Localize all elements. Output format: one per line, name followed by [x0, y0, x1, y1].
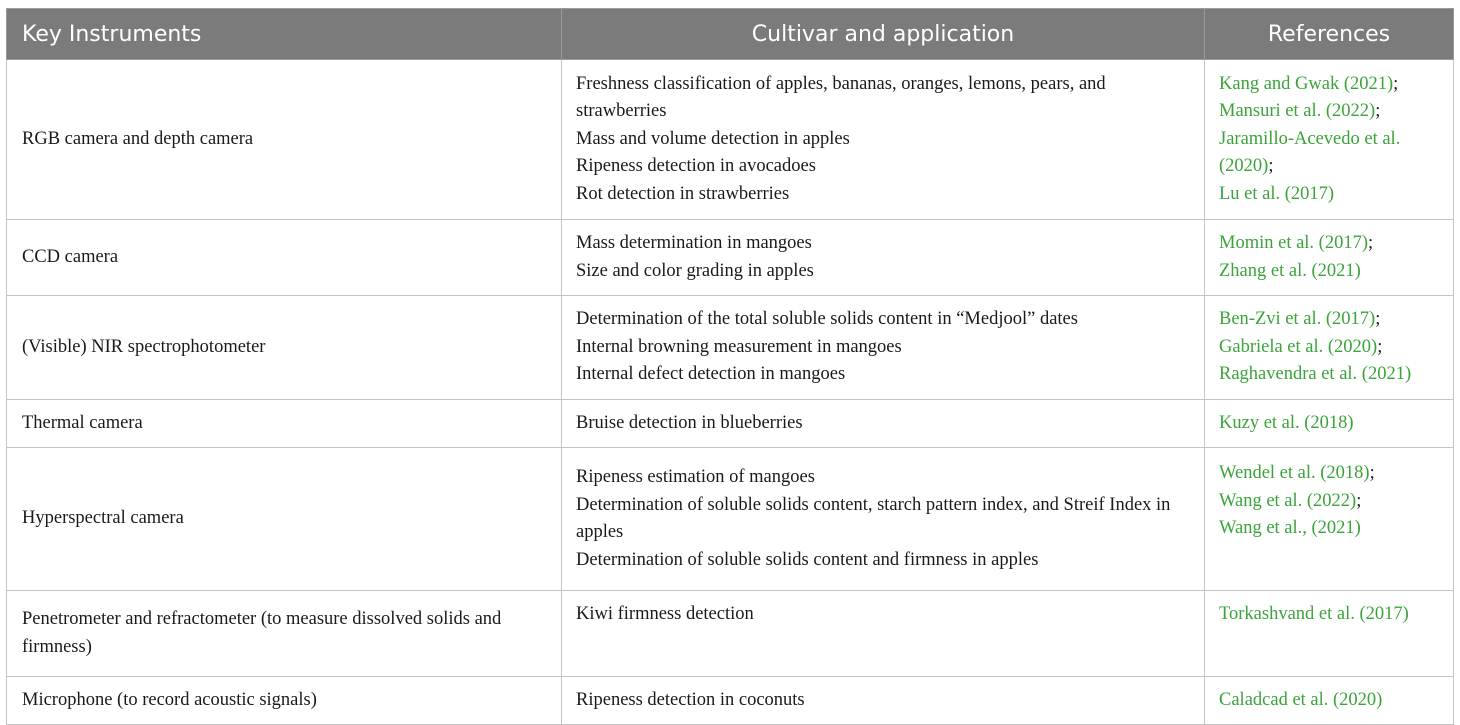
- application-item: Determination of the total soluble solids content in “Medjool” dates: [576, 309, 1078, 330]
- application-cell: [562, 60, 1205, 220]
- reference-link[interactable]: Kang and Gwak (2021): [1219, 73, 1394, 94]
- reference-separator: ;: [1375, 101, 1381, 122]
- application-item: Mass determination in mangoes: [576, 233, 812, 253]
- header-references: References: [1205, 9, 1454, 60]
- reference-link[interactable]: Lu et al. (2017): [1219, 183, 1335, 204]
- application-item: Size and color grading in apples: [576, 260, 814, 281]
- instruments-table: [6, 8, 1454, 725]
- reference-link[interactable]: Kuzy et al. (2018): [1219, 412, 1354, 433]
- application-item: Determination of soluble solids content, starch pattern index, and Streif Index in apples: [576, 494, 1171, 542]
- instrument-cell: RGB camera and depth camera: [7, 60, 562, 220]
- table-header-row: [7, 9, 1454, 60]
- application-cell: [562, 296, 1205, 400]
- header-cultivar-application: Cultivar and application: [562, 9, 1205, 60]
- instrument-cell: Microphone (to record acoustic signals): [7, 677, 562, 725]
- reference-link[interactable]: Caladcad et al. (2020): [1219, 689, 1383, 710]
- reference-link[interactable]: Momin et al. (2017): [1219, 233, 1369, 253]
- application-item: Bruise detection in blueberries: [576, 412, 803, 433]
- application-item: Rot detection in strawberries: [576, 183, 790, 204]
- reference-link[interactable]: Mansuri et al. (2022): [1219, 101, 1376, 122]
- reference-link[interactable]: Wang et al. (2022): [1219, 490, 1357, 511]
- instrument-cell: Hyperspectral camera: [7, 448, 562, 591]
- application-item: Internal defect detection in mangoes: [576, 364, 846, 385]
- reference-separator: ;: [1268, 156, 1274, 177]
- application-cell: [562, 400, 1205, 448]
- application-item: Ripeness detection in avocadoes: [576, 156, 816, 177]
- table-row: [7, 677, 1454, 725]
- application-item: Ripeness detection in coconuts: [576, 689, 805, 710]
- reference-separator: ;: [1377, 336, 1383, 357]
- application-cell: [562, 220, 1205, 296]
- application-item: Ripeness estimation of mangoes: [576, 467, 815, 487]
- header-key-instruments: Key Instruments: [7, 9, 562, 60]
- reference-link[interactable]: Torkashvand et al. (2017): [1219, 604, 1409, 624]
- reference-link[interactable]: Wendel et al. (2018): [1219, 463, 1370, 483]
- application-item: Internal browning measurement in mangoes: [576, 336, 902, 357]
- table-row: [7, 400, 1454, 448]
- references-cell: [1205, 220, 1454, 296]
- reference-separator: ;: [1368, 233, 1374, 253]
- table-row: [7, 296, 1454, 400]
- application-item: Mass and volume detection in apples: [576, 128, 850, 149]
- references-cell: [1205, 400, 1454, 448]
- references-cell: [1205, 60, 1454, 220]
- reference-link[interactable]: Gabriela et al. (2020): [1219, 336, 1378, 357]
- application-cell: [562, 448, 1205, 591]
- reference-separator: ;: [1393, 73, 1399, 94]
- references-cell: [1205, 677, 1454, 725]
- instrument-cell: Thermal camera: [7, 400, 562, 448]
- references-cell: [1205, 591, 1454, 677]
- references-cell: [1205, 296, 1454, 400]
- instrument-cell: CCD camera: [7, 220, 562, 296]
- application-item: Freshness classification of apples, bananas, oranges, lemons, pears, and strawberries: [576, 73, 1106, 122]
- table-row: [7, 591, 1454, 677]
- application-cell: [562, 677, 1205, 725]
- application-item: Kiwi firmness detection: [576, 604, 754, 624]
- reference-separator: ;: [1369, 463, 1375, 483]
- reference-link[interactable]: Jaramillo-Acevedo et al. (2020): [1219, 128, 1401, 177]
- table-row: [7, 448, 1454, 591]
- reference-link[interactable]: Ben-Zvi et al. (2017): [1219, 309, 1376, 330]
- reference-link[interactable]: Raghavendra et al. (2021): [1219, 364, 1412, 385]
- reference-link[interactable]: Wang et al., (2021): [1219, 518, 1361, 538]
- references-cell: [1205, 448, 1454, 591]
- reference-separator: ;: [1375, 309, 1381, 330]
- table-row: [7, 60, 1454, 220]
- reference-separator: ;: [1356, 490, 1362, 511]
- application-item: Determination of soluble solids content and firmness in apples: [576, 549, 1039, 570]
- instrument-cell: (Visible) NIR spectrophotometer: [7, 296, 562, 400]
- application-cell: [562, 591, 1205, 677]
- reference-link[interactable]: Zhang et al. (2021): [1219, 260, 1361, 281]
- table-row: [7, 220, 1454, 296]
- instrument-cell: Penetrometer and refractometer (to measure dissolved solids and firmness): [7, 591, 562, 677]
